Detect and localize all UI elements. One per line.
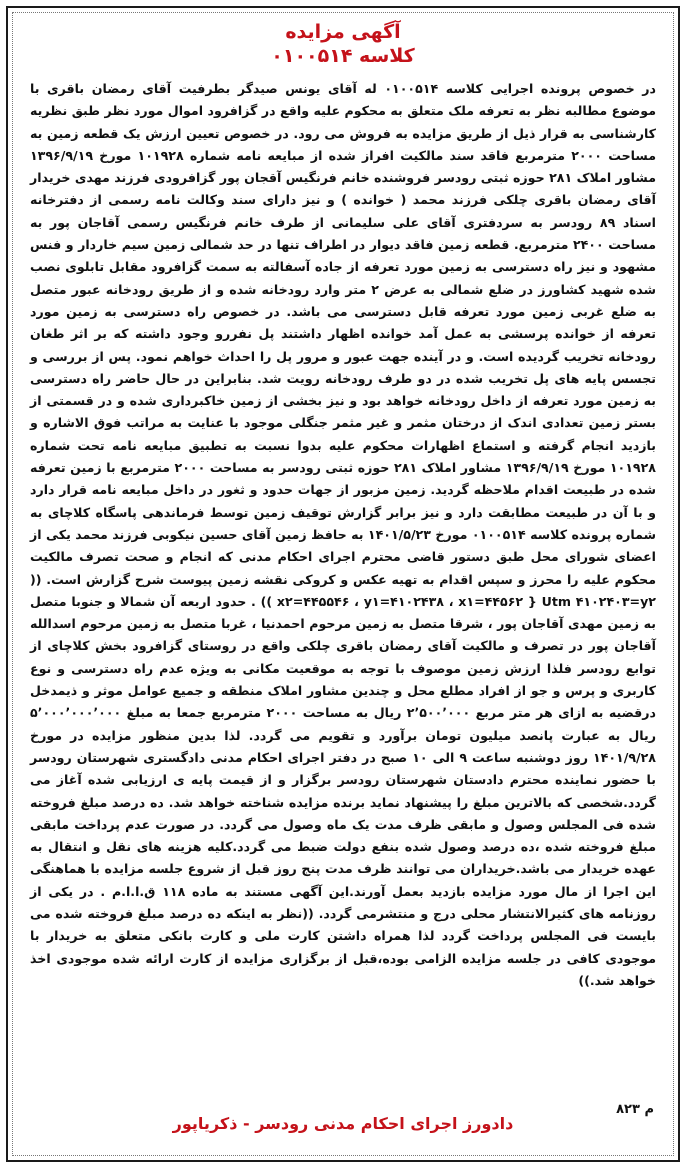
notice-frame [6, 6, 680, 1162]
signature-line: دادورز اجرای احکام مدنی رودسر - ذکریاپور [172, 1114, 514, 1133]
reference-code: م ۸۲۳ [616, 1102, 654, 1117]
case-number: کلاسه ۰۱۰۰۵۱۴ [271, 45, 415, 67]
notice-paragraph: در خصوص پرونده اجرایی کلاسه ۰۱۰۰۵۱۴ له آقای یونس صیدگر بطرفیت آقای رمضان باقری با موضوع مطالبه نظر به تعرفه ملک متعلق به محکوم علیه واقع در گزافرود اموال مورد نظر طبق نظریه کارشناسی به قرار ذیل از طریق مزایده به فروش می رود. در خصوص تعیین ارزش یک قطعه زمین به مساحت ۲۰۰۰ مترمربع فاقد سند مالکیت افراز شده از مبایعه نامه شماره ۱۰۱۹۲۸ مورخ ۱۳۹۶/۹/۱۹ مشاور املاک ۲۸۱ حوزه ثبتی رودسر فروشنده خانم فرنگیس آقجان پور گزافرودی فرزند مهدی خریدار آقای رمضان باقری چلکی فرزند محمد ( خوانده ) و نیز دارای سند وکالت نامه رسمی از دفترخانه اسناد ۸۹ رودسر به سردفتری آقای علی سلیمانی از طرف خانم فرنگیس رسمی آقاجان پور به مساحت ۲۴۰۰ مترمربع. قطعه زمین فاقد دیوار در اطراف تنها در حد شمالی زمین سیم خاردار و فنس مشهود و نیز راه دسترسی به زمین مورد تعرفه از جاده آسفالته به سمت گزافرود مقابل تابلوی نصب شده شهید کشاورز در ضلع شمالی به عرض ۲ متر وارد رودخانه شده و از طریق رودخانه عبور متصل به ضلع غربی زمین مورد تعرفه قابل دسترسی می باشد. در خصوص راه دسترسی به زمین مورد تعرفه از خوانده پرسشی به عمل آمد خوانده اظهار داشتند پل نفررو وجود داشته که بر اثر طغان رودخانه تخریب گردیده است. و در آینده جهت عبور و مرور پل را احداث خواهم نمود. پس از بررسی و تجسس پایه های پل تخریب شده در دو طرف رودخانه رویت شد. بنابراین در حال حاضر راه دسترسی به زمین مورد تعرفه از داخل رودخانه خواهد بود و نیز بخشی از زمین خاکبرداری شده و در قسمتی از بستر زمین تعدادی اندک از درختان مثمر و غیر مثمر جنگلی موجود با عنایت به مراتب فوق الاشاره و بازدید انجام گرفته و استماع اظهارات محکوم علیه بدوا نسبت به تطبیق مبایعه نامه تحت شماره ۱۰۱۹۲۸ مورخ ۱۳۹۶/۹/۱۹ مشاور املاک ۲۸۱ حوزه ثبتی رودسر به مساحت ۲۰۰۰ مترمربع با زمین تعرفه شده در طبیعت اقدام ملاحظه گردید. زمین مزبور از جهات حدود و ثغور در داخل مبایعه نامه قرار دارد و با آن در طبیعت مطابقت دارد و نیز برابر گزارش توقیف زمین توسط فرماندهی پاسگاه کلاچای به شماره پرونده کلاسه ۰۱۰۰۵۱۴ مورخ ۱۴۰۱/۵/۲۳ به حافظ زمین آقای حسین نیکوبی فرزند محمد یکی از اعضای شورای محل طبق دستور قاضی محترم اجرای احکام مدنی که انجام و صحت تصرف مالکیت محکوم علیه را محرز و سپس اقدام به تهیه عکس و کروکی نقشه زمین پیوست شرح گزارش است. (( x۲=۴۴۵۵۴۶ ، y۱=۴۱۰۲۴۳۸ ، x۱=۴۴۵۶۲ } Utm ۴۱۰۲۴۰۳=y۲ )) . حدود اربعه آن شمالا و جنوبا متصل به زمین مهدی آقاجان پور ، شرقا متصل به زمین مرحوم احمدنیا ، غربا متصل به زمین مرحوم اسدالله آقاجان پور در تصرف و مالکیت آقای رمضان باقری چلکی واقع در روستای گزافرود بخش کلاچای از توابع رودسر فلذا ارزش زمین موصوف با توجه به موقعیت مکانی به ویژه عدم راه دسترسی و نوع کاربری و پرس و جو از افراد مطلع محل و چندین مشاور املاک منطقه و جمیع عوامل موثر و ذیمدخل درقضیه به ازای هر متر مربع ۲٬۵۰۰٬۰۰۰ ریال به مساحت ۲۰۰۰ مترمربع جمعا به مبلغ ۵٬۰۰۰٬۰۰۰٬۰۰۰ ریال به عبارت پانصد میلیون تومان برآورد و تقویم می گردد. لذا بدین منظور مزایده در مورخ ۱۴۰۱/۹/۲۸ روز دوشنبه ساعت ۹ الی ۱۰ صبح در دفتر اجرای احکام مدنی دادگستری شهرستان رودسر با حضور نماینده محترم دادستان شهرستان رودسر برگزار و از قیمت پایه ی ارزیابی شده آغاز می گردد.شخصی که بالاترین مبلغ را پیشنهاد نماید برنده مزایده شناخته خواهد شد. ده درصد مبلغ فروخته شده فی المجلس وصول و مابقی ظرف مدت یک ماه وصول می گردد. در صورت عدم پرداخت مابقی مبلغ فروخته شده ،ده درصد وصول شده بنفع دولت ضبط می گردد.کلیه هزینه های نقل و انتقال به عهده خریدار می باشد.خریداران می توانند ظرف مدت پنج روز قبل از شروع جلسه مزایده با هماهنگی این اجرا از مال مورد مزایده بازدید بعمل آورند.این آگهی مستند به ماده ۱۱۸ ق.ا.ا.م . در یکی از روزنامه های کثیرالانتشار محلی درج و منتشرمی گردد. ((نظر به اینکه ده درصد مبلغ فروخته شده می بایست فی المجلس پرداخت گردد لذا همراه داشتن کارت ملی و کارت بانکی متعلق به خریدار با موجودی کافی در جلسه مزایده الزامی بوده،قبل از برگزاری مزایده از کارت ارائه شده موجودی اخذ خواهد شد.)) [30, 81, 656, 988]
notice-header [8, 20, 678, 68]
notice-title: آگهی مزایده [285, 21, 401, 43]
notice-body [30, 78, 656, 992]
